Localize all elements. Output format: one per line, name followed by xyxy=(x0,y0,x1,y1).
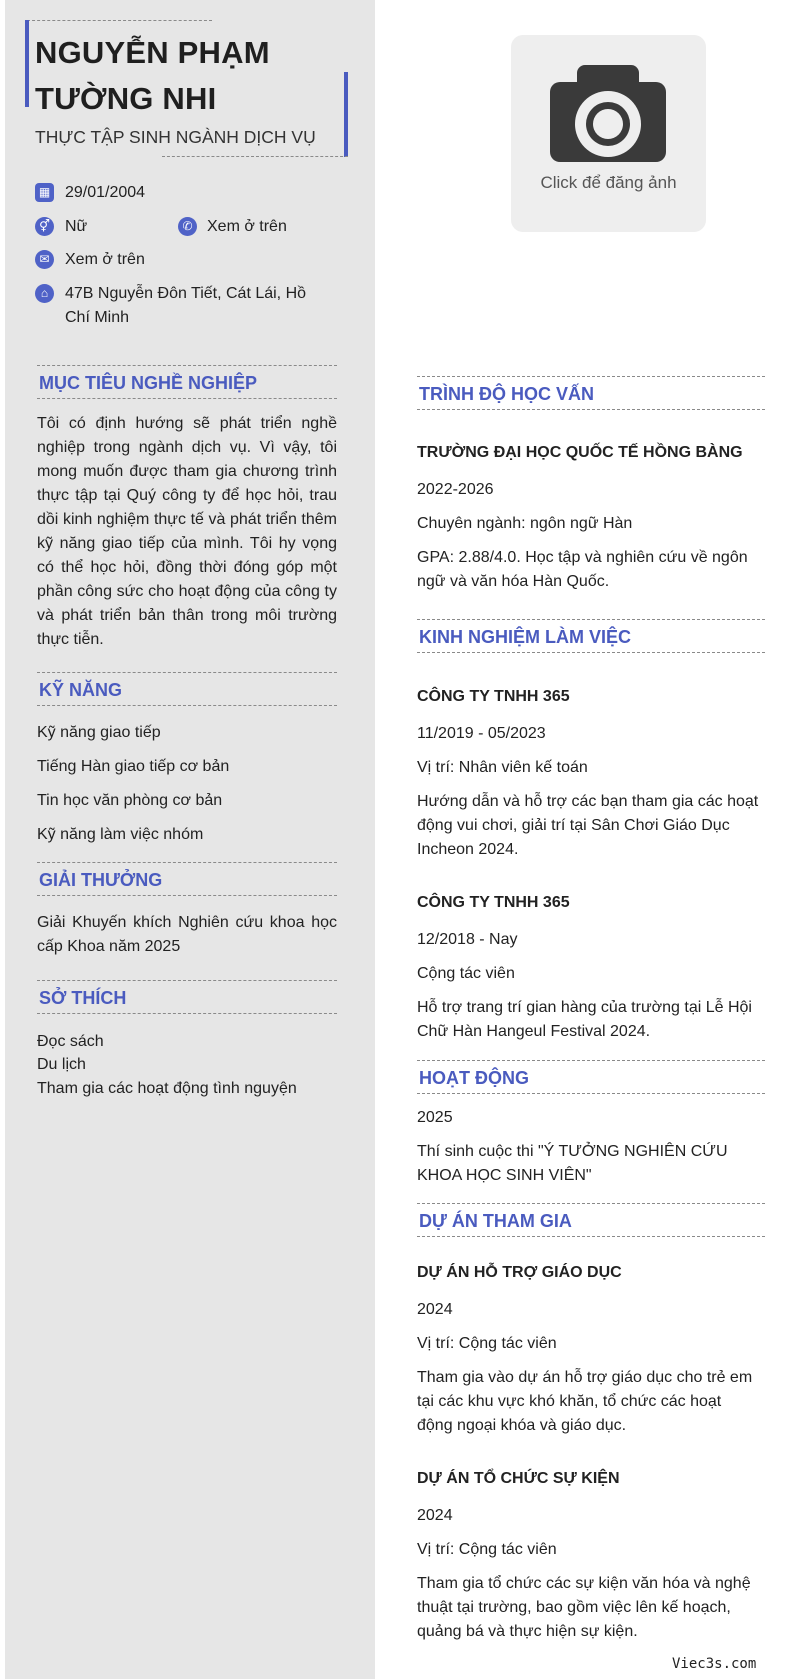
project-year[interactable]: 2024 xyxy=(417,1507,453,1524)
education-heading: TRÌNH ĐỘ HỌC VẤN xyxy=(417,376,765,410)
project-desc[interactable]: Tham gia vào dự án hỗ trợ giáo dục cho trẻ em tại các khu vực khó khăn, tổ chức các hoạt động ngoại khóa và giáo dục. xyxy=(417,1369,753,1434)
skills-heading: KỸ NĂNG xyxy=(37,672,337,706)
awards-heading: GIẢI THƯỞNG xyxy=(37,862,337,896)
name-bottom-rule xyxy=(162,156,348,157)
name-accent-bar-right xyxy=(344,72,348,157)
home-icon: ⌂ xyxy=(35,284,54,303)
objective-text[interactable]: Tôi có định hướng sẽ phát triển nghề nghiệp trong ngành dịch vụ. Vì vậy, tôi mong muốn được tham gia chương trình thực tập tại Quý công ty để học hỏi, trau dồi kinh nghiệm thực tế và phát triển thêm kỹ năng giao tiếp của mình. Tôi hy vọng có thể học hỏi, đồng thời đóng góp một phần công sức cho hoạt động của công ty và phát triển bản thân trong môi trường thực tiễn. xyxy=(37,415,337,648)
name-top-rule xyxy=(27,20,212,21)
address-value[interactable]: 47B Nguyễn Đôn Tiết, Cát Lái, Hồ Chí Minh xyxy=(65,285,307,326)
gender-value[interactable]: Nữ xyxy=(65,218,88,235)
education-major[interactable]: Chuyên ngành: ngôn ngữ Hàn xyxy=(417,515,633,532)
photo-upload-label: Click để đăng ảnh xyxy=(540,173,677,192)
awards-text[interactable]: Giải Khuyến khích Nghiên cứu khoa học cấp Khoa năm 2025 xyxy=(37,914,337,955)
experience-company[interactable]: CÔNG TY TNHH 365 xyxy=(417,688,570,705)
watermark: Viec3s.com xyxy=(672,1656,757,1672)
skill-item[interactable]: Tiếng Hàn giao tiếp cơ bản xyxy=(37,758,230,775)
project-desc[interactable]: Tham gia tổ chức các sự kiện văn hóa và nghệ thuật tại trường, bao gồm việc lên kế hoạch, quảng bá và thực hiện sự kiện. xyxy=(417,1575,751,1640)
experience-period[interactable]: 12/2018 - Nay xyxy=(417,931,518,948)
experience-role[interactable]: Cộng tác viên xyxy=(417,965,515,982)
job-title[interactable]: THỰC TẬP SINH NGÀNH DỊCH VỤ xyxy=(35,127,316,147)
photo-upload-button[interactable] xyxy=(511,35,706,232)
calendar-icon: ▦ xyxy=(35,183,54,202)
hobby-item[interactable]: Đọc sách xyxy=(37,1033,104,1050)
hobby-item[interactable]: Du lịch xyxy=(37,1056,86,1073)
gender-icon: ⚥ xyxy=(35,217,54,236)
education-period[interactable]: 2022-2026 xyxy=(417,481,494,498)
activities-heading: HOẠT ĐỘNG xyxy=(417,1060,765,1094)
skill-item[interactable]: Kỹ năng làm việc nhóm xyxy=(37,826,204,843)
education-school[interactable]: TRƯỜNG ĐẠI HỌC QUỐC TẾ HỒNG BÀNG xyxy=(417,444,743,461)
activity-desc[interactable]: Thí sinh cuộc thi "Ý TƯỞNG NGHIÊN CỨU KHOA HỌC SINH VIÊN" xyxy=(417,1143,728,1184)
projects-heading: DỰ ÁN THAM GIA xyxy=(417,1203,765,1237)
camera-lens-core xyxy=(593,109,623,139)
project-name[interactable]: DỰ ÁN HỖ TRỢ GIÁO DỤC xyxy=(417,1264,622,1281)
email-value[interactable]: Xem ở trên xyxy=(65,251,145,268)
skill-item[interactable]: Kỹ năng giao tiếp xyxy=(37,724,161,741)
project-year[interactable]: 2024 xyxy=(417,1301,453,1318)
experience-period[interactable]: 11/2019 - 05/2023 xyxy=(417,725,546,742)
education-gpa[interactable]: GPA: 2.88/4.0. Học tập và nghiên cứu về ngôn ngữ và văn hóa Hàn Quốc. xyxy=(417,549,748,590)
objective-heading: MỤC TIÊU NGHỀ NGHIỆP xyxy=(37,365,337,399)
dob-value[interactable]: 29/01/2004 xyxy=(65,184,146,201)
skill-item[interactable]: Tin học văn phòng cơ bản xyxy=(37,792,223,809)
project-role[interactable]: Vị trí: Cộng tác viên xyxy=(417,1541,557,1558)
phone-icon: ✆ xyxy=(178,217,197,236)
email-icon: ✉ xyxy=(35,250,54,269)
project-role[interactable]: Vị trí: Cộng tác viên xyxy=(417,1335,557,1352)
experience-role[interactable]: Vị trí: Nhân viên kế toán xyxy=(417,759,588,776)
activity-year[interactable]: 2025 xyxy=(417,1109,453,1126)
experience-heading: KINH NGHIỆM LÀM VIỆC xyxy=(417,619,765,653)
hobby-item[interactable]: Tham gia các hoạt động tình nguyện xyxy=(37,1080,297,1097)
phone-value[interactable]: Xem ở trên xyxy=(207,218,287,235)
project-name[interactable]: DỰ ÁN TỔ CHỨC SỰ KIỆN xyxy=(417,1470,620,1487)
experience-desc[interactable]: Hướng dẫn và hỗ trợ các bạn tham gia các hoạt động vui chơi, giải trí tại Sân Chơi Giáo Dục Incheon 2024. xyxy=(417,793,759,858)
experience-company[interactable]: CÔNG TY TNHH 365 xyxy=(417,894,570,911)
hobbies-heading: SỞ THÍCH xyxy=(37,980,337,1014)
candidate-name[interactable]: NGUYỄN PHẠM TƯỜNG NHI xyxy=(35,35,270,116)
name-accent-bar-left xyxy=(25,20,29,107)
experience-desc[interactable]: Hỗ trợ trang trí gian hàng của trường tại Lễ Hội Chữ Hàn Hangeul Festival 2024. xyxy=(417,999,752,1040)
